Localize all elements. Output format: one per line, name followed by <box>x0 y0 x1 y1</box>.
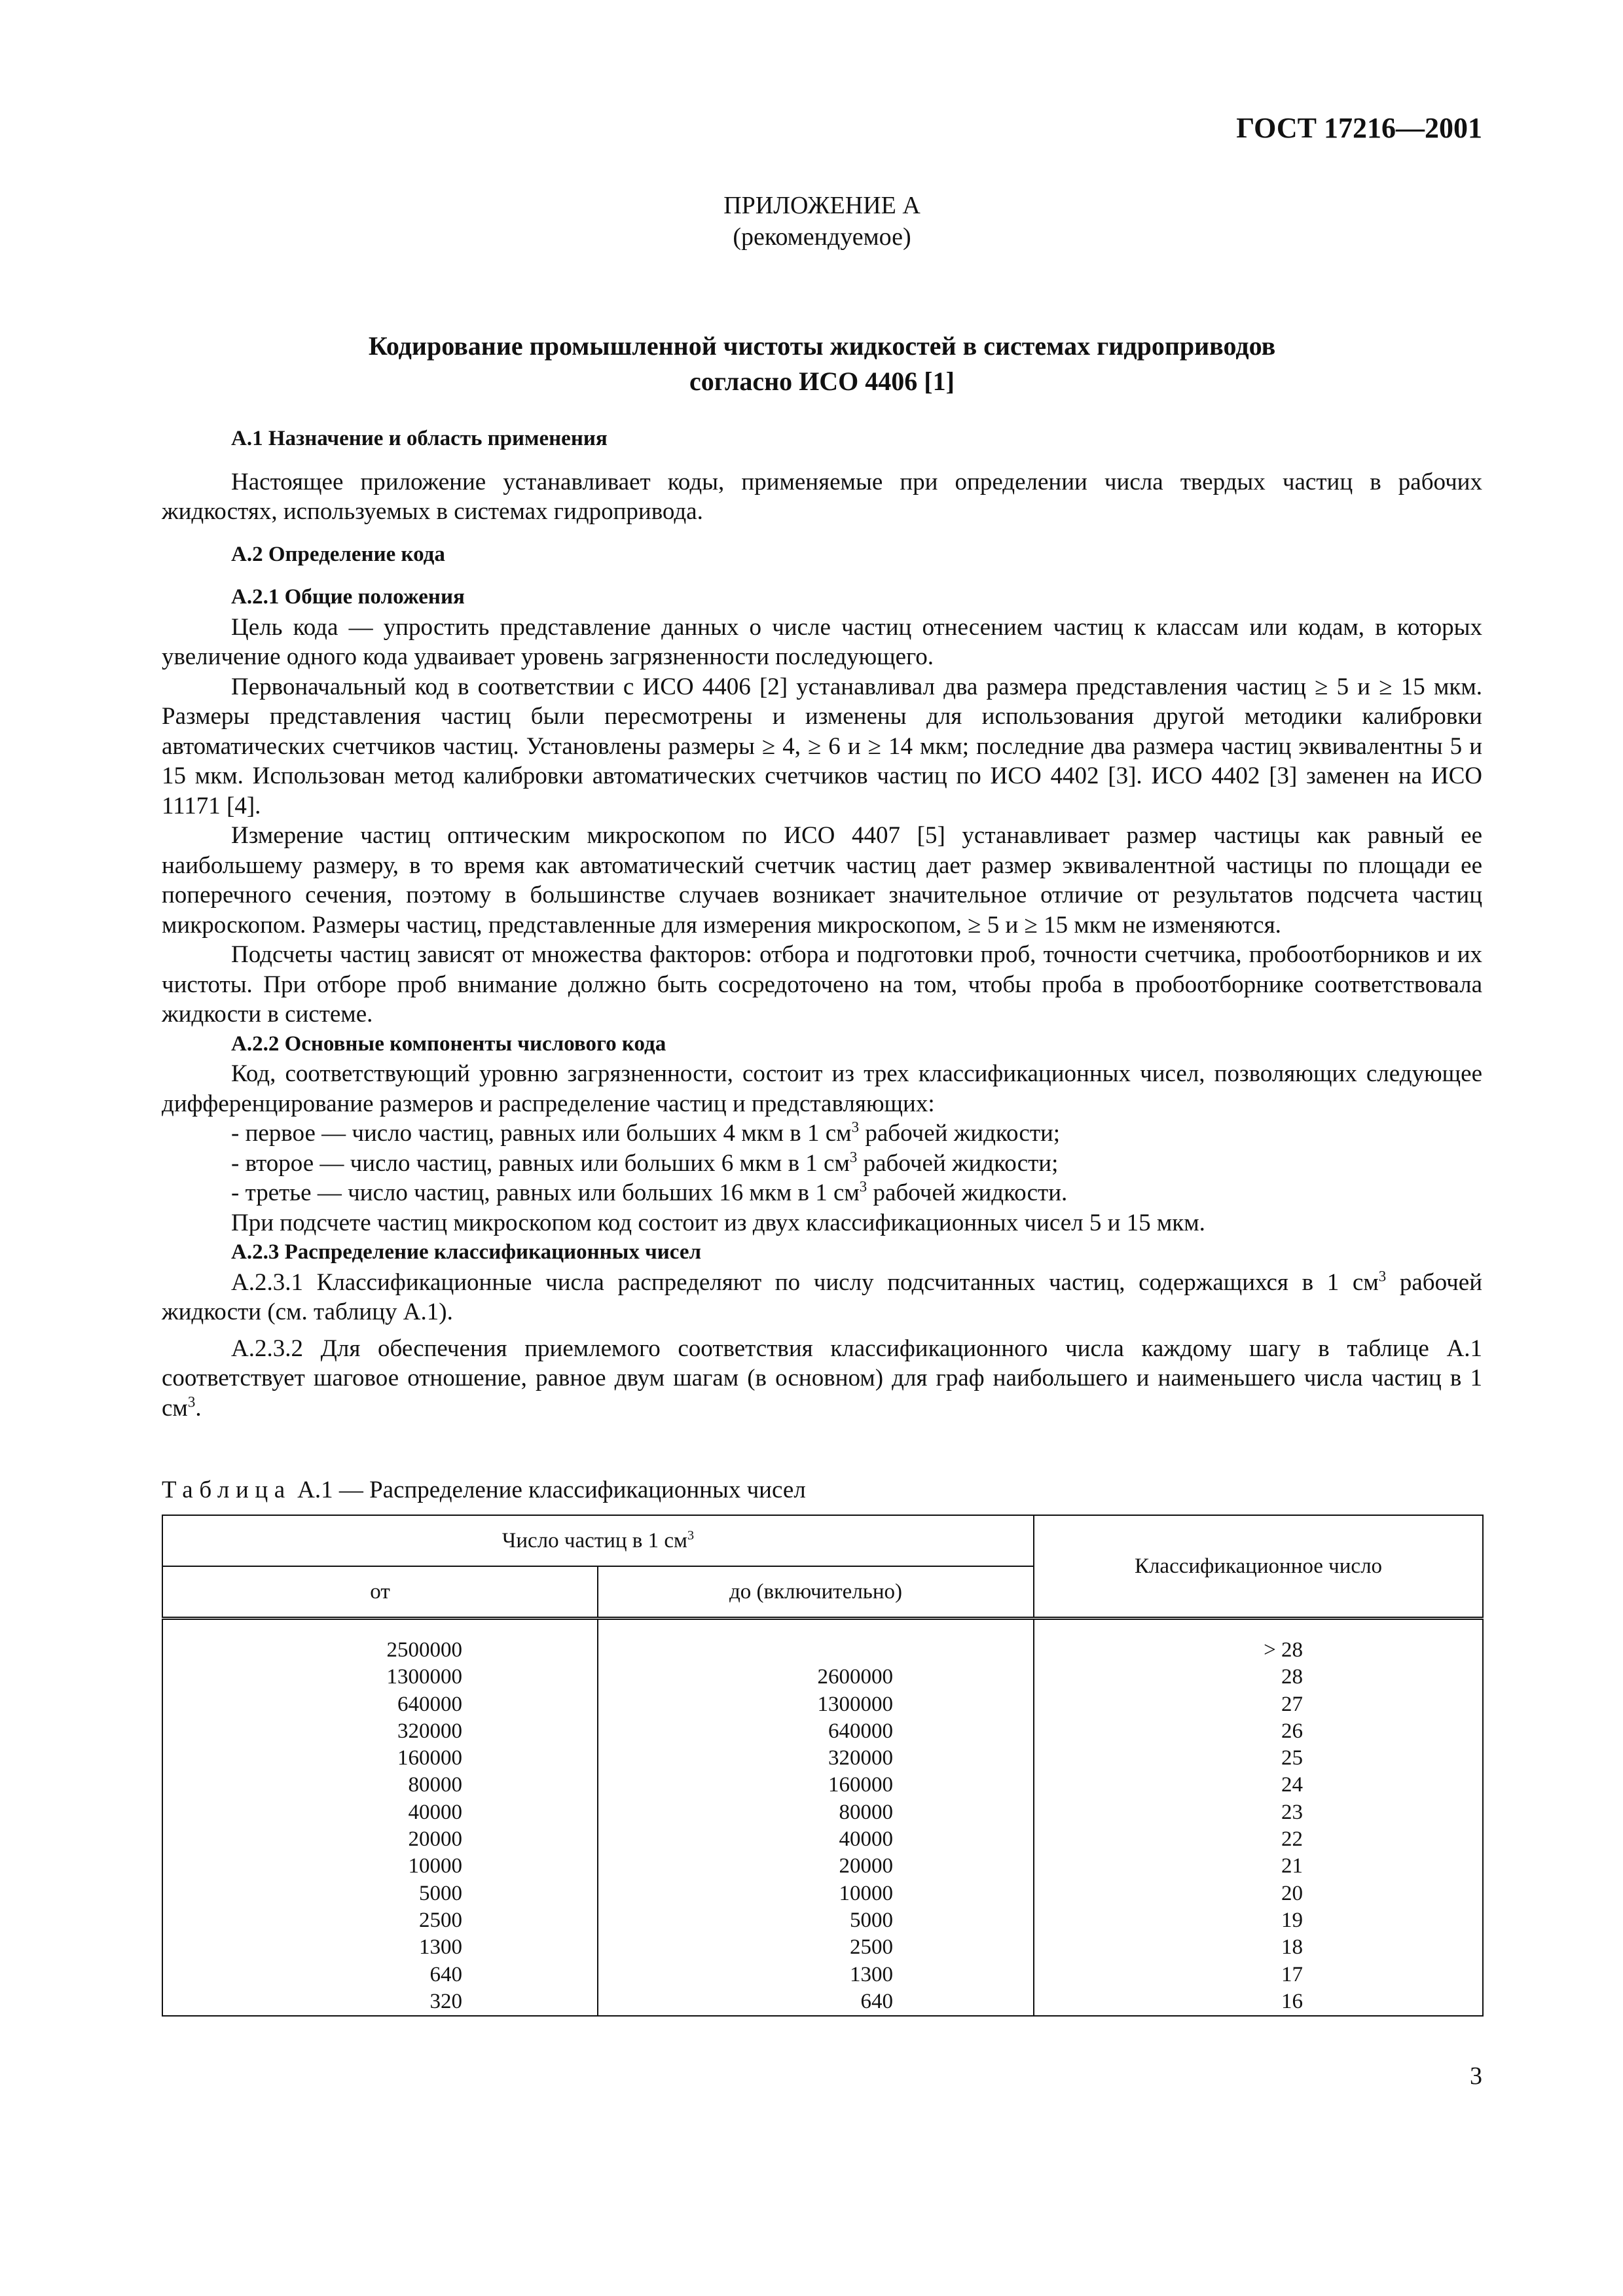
table-cell: 10000 <box>408 1854 462 1878</box>
header-particle-count: Число частиц в 1 $см^3$ <box>162 1515 1034 1566</box>
table-cell: 80000 <box>839 1800 893 1824</box>
section-a231-paragraph: А.2.3.1 Классификационные числа распределяют по числу подсчитанных частиц, содержащихся в 1 $см^3$ рабочей жидкости (см. таблицу А.1). <box>162 1268 1483 1325</box>
table-cell: 40000 <box>408 1800 462 1824</box>
table-cell: 640 <box>429 1962 462 1986</box>
document-title-line2: согласно ИСО 4406 [1] <box>689 367 955 396</box>
list-item-third: - третье — число частиц, равных или больших 16 мкм в 1 $см^3$ рабочей жидкости. <box>231 1178 1068 1206</box>
table-cell: 2500 <box>419 1908 462 1932</box>
table-cell: 2600000 <box>817 1665 893 1689</box>
column-to <box>598 1619 1034 2017</box>
table-cell: 320000 <box>397 1719 462 1743</box>
table-cell: 28 <box>1281 1665 1303 1689</box>
section-a1-paragraph: Настоящее приложение устанавливает коды, применяемые при определении числа твердых частиц в рабочих жидкостях, используемых в системах гидропривода. <box>162 468 1482 525</box>
section-a23-heading: А.2.3 Распределение классификационных чисел <box>231 1240 701 1264</box>
table-cell: 18 <box>1281 1935 1303 1960</box>
table-cell: 160000 <box>397 1746 462 1770</box>
table-cell: 20000 <box>839 1854 893 1878</box>
table-cell: 22 <box>1281 1827 1303 1852</box>
table-cell: > 28 <box>1264 1638 1303 1662</box>
table-cell: 16 <box>1281 1989 1303 2013</box>
table-cell: 1300 <box>419 1935 462 1960</box>
table-cell: 1300 <box>850 1962 893 1986</box>
table-cell: 20000 <box>408 1827 462 1852</box>
classification-table <box>162 1515 1482 2017</box>
table-cell: 2500 <box>850 1935 893 1960</box>
table-cell: 160000 <box>828 1773 893 1797</box>
table-cell: 26 <box>1281 1719 1303 1743</box>
table-cell: 21 <box>1281 1854 1303 1878</box>
table-cell: 40000 <box>839 1827 893 1852</box>
table-cell: 5000 <box>419 1881 462 1905</box>
section-a21-paragraph-3: Измерение частиц оптическим микроскопом по ИСО 4407 [5] устанавливает размер частицы как равный ее наибольшему размеру, в то время как автоматический счетчик частиц дает размер эквивалентной частицы по площади ее поперечного сечения, поэтому в большинстве случаев возникает значительное отличие от результатов подсчета частиц микроскопом. Размеры частиц, представленные для измерения микроскопом, ≥ 5 и ≥ 15 мкм не изменяются. <box>162 822 1482 939</box>
table-cell: 5000 <box>850 1908 893 1932</box>
document-title <box>162 329 1482 399</box>
section-a1-heading: А.1 Назначение и область применения <box>231 427 608 450</box>
document-body <box>162 424 1482 1423</box>
document-id: ГОСТ 17216—2001 <box>1236 112 1482 144</box>
header-from: от <box>162 1566 598 1619</box>
table-cell: 20 <box>1281 1881 1303 1905</box>
list-item-first: - первое — число частиц, равных или больших 4 мкм в 1 $см^3$ рабочей жидкости; <box>231 1119 1061 1147</box>
table-cell: 25 <box>1281 1746 1303 1770</box>
table-cell: 80000 <box>408 1773 462 1797</box>
section-a22-paragraph-1: Код, соответствующий уровню загрязненности, состоит из трех классификационных чисел, позволяющих следующее дифференцирование размеров и распределение частиц и представляющих: <box>162 1060 1482 1117</box>
header-to: до (включительно) <box>598 1566 1034 1619</box>
table-cell <box>775 1637 893 1664</box>
table-cell: 640000 <box>828 1719 893 1743</box>
table-cell: 19 <box>1281 1908 1303 1932</box>
appendix-heading <box>162 190 1482 253</box>
table-cell: 1300000 <box>817 1692 893 1716</box>
column-class <box>1034 1619 1483 2017</box>
table-caption: Таблица А.1 — Распределение классификационных чисел <box>162 1477 806 1503</box>
table-cell: 17 <box>1281 1962 1303 1986</box>
section-a22-heading: А.2.2 Основные компоненты числового кода <box>231 1031 666 1056</box>
table-cell: 24 <box>1281 1773 1303 1797</box>
column-from <box>162 1619 598 2017</box>
document-title-line1: Кодирование промышленной чистоты жидкостей в системах гидроприводов <box>368 331 1276 361</box>
table-cell: 23 <box>1281 1800 1303 1824</box>
table-cell: 320000 <box>828 1746 893 1770</box>
table-cell: 1300000 <box>386 1665 462 1689</box>
table-cell: 320 <box>429 1989 462 2013</box>
section-a232-paragraph: А.2.3.2 Для обеспечения приемлемого соответствия классификационного числа каждому шагу в таблице А.1 соответствует шаговое отношение, равное двум шагам (в основном) для граф наибольшего и наименьшего числа частиц в 1 $см^3$. <box>162 1335 1482 1422</box>
table-cell: 2500000 <box>386 1638 462 1662</box>
section-a21-paragraph-2: Первоначальный код в соответствии с ИСО 4406 [2] устанавливал два размера представления частиц ≥ 5 и ≥ 15 мкм. Размеры представления частиц были пересмотрены и изменены для использования другой методики калибровки автоматических счетчиков частиц. Установлены размеры ≥ 4, ≥ 6 и ≥ 14 мкм; последние два размера частиц эквивалентны 5 и 15 мкм. Использован метод калибровки автоматических счетчиков частиц по ИСО 4402 [3]. ИСО 4402 [3] заменен на ИСО 11171 [4]. <box>162 673 1482 819</box>
section-a21-paragraph-4: Подсчеты частиц зависят от множества факторов: отбора и подготовки проб, точности счетчика, пробоотборников и их чистоты. При отборе проб внимание должно быть сосредоточено на том, чтобы проба в пробоотборнике соответствовала жидкости в системе. <box>162 941 1482 1028</box>
header-classification-number: Классификационное число <box>1034 1515 1483 1619</box>
table-cell: 640 <box>860 1989 893 2013</box>
table-cell: 640000 <box>397 1692 462 1716</box>
section-a2-heading: А.2 Определение кода <box>231 542 445 566</box>
section-a21-heading: А.2.1 Общие положения <box>231 585 465 609</box>
page-number: 3 <box>1470 2062 1482 2090</box>
section-a21-paragraph-1: Цель кода — упростить представление данных о числе частиц отнесением частиц к классам или кодам, в которых увеличение одного кода удваивает уровень загрязненности последующего. <box>162 613 1482 670</box>
table-cell: 27 <box>1281 1692 1303 1716</box>
list-item-second: - второе — число частиц, равных или больших 6 мкм в 1 $см^3$ рабочей жидкости; <box>231 1149 1059 1177</box>
appendix-title: ПРИЛОЖЕНИЕ А <box>723 192 921 219</box>
appendix-subtitle: (рекомендуемое) <box>733 223 911 251</box>
section-a22-paragraph-2: При подсчете частиц микроскопом код состоит из двух классификационных чисел 5 и 15 мкм. <box>231 1209 1205 1236</box>
table-cell: 10000 <box>839 1881 893 1905</box>
